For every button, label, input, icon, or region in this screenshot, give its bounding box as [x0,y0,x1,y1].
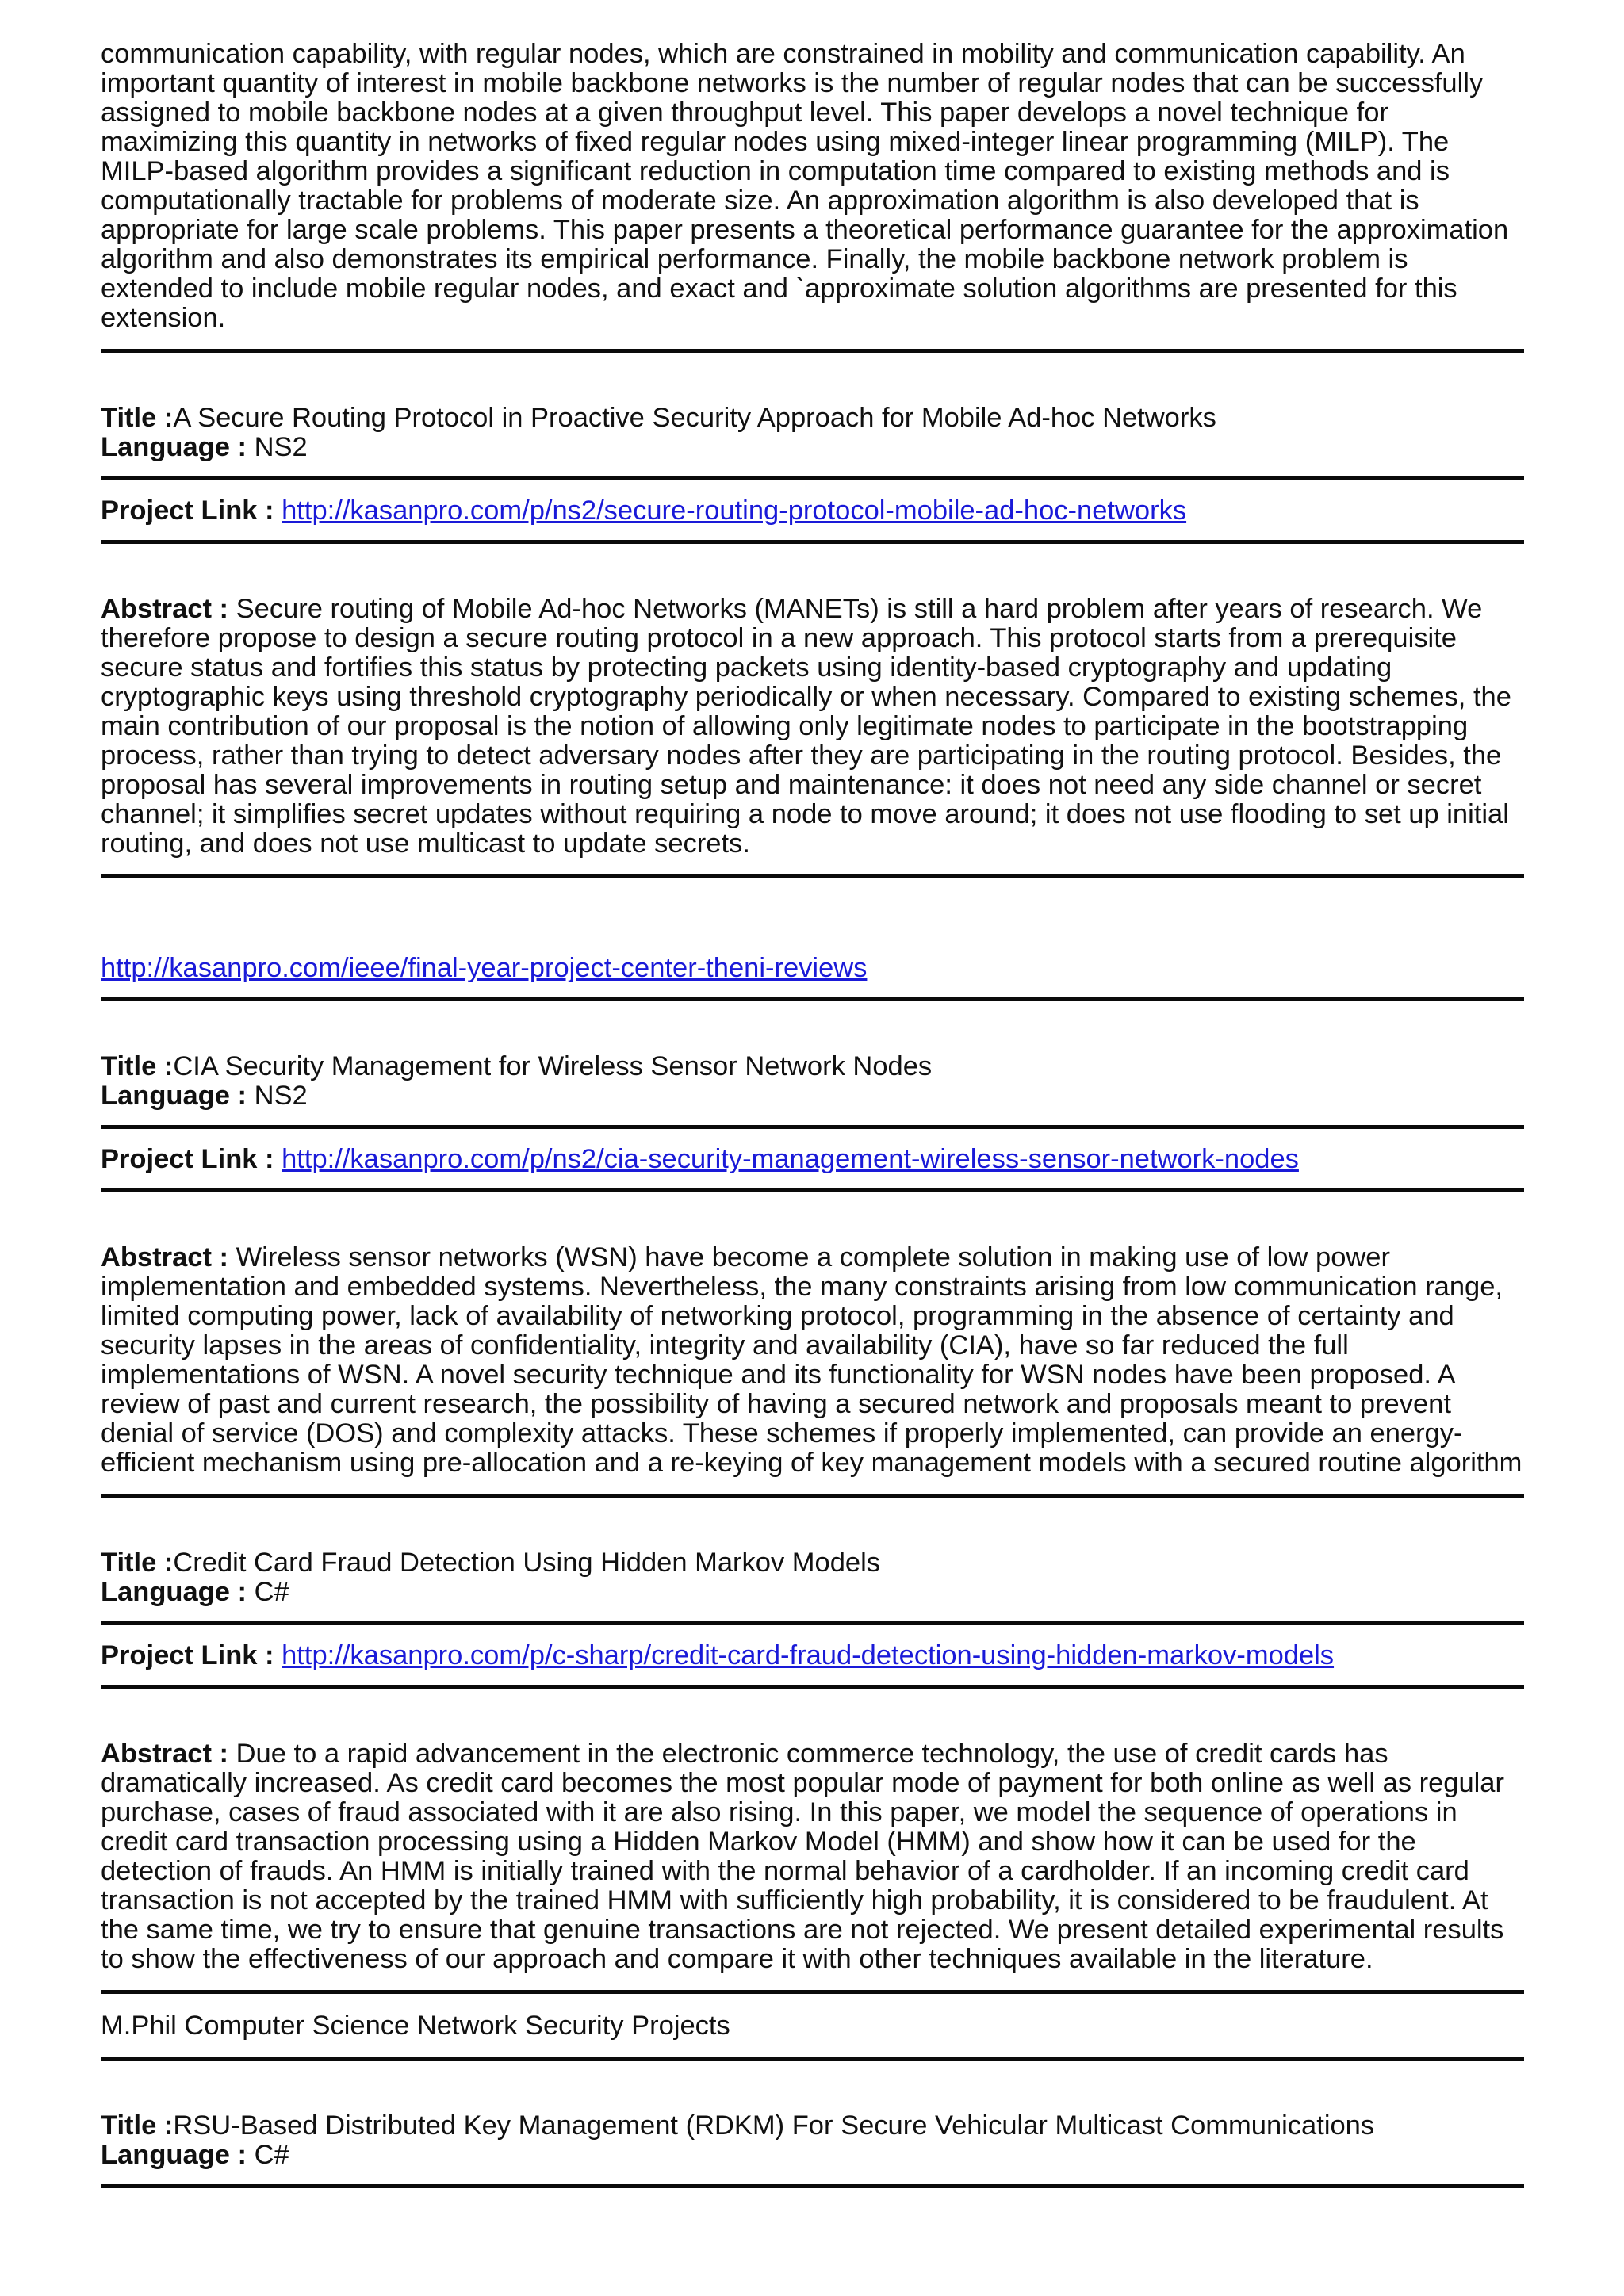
divider [101,2057,1524,2061]
reviews-link-line [101,954,1524,983]
project-language-line [101,433,1524,462]
project-language-line [101,1081,1524,1111]
project-title: A Secure Routing Protocol in Proactive Security Approach for Mobile Ad-hoc Networks [173,403,1216,433]
project-title: Credit Card Fraud Detection Using Hidden Markov Models [173,1548,881,1578]
project-link-label: Project Link : [101,496,282,526]
abstract-continued-text: communication capability, with regular nodes, which are constrained in mobility and communication capability. An important quantity of interest in mobile backbone networks is the number of regular nodes that can be successfully assigned to mobile backbone nodes at a given throughput level. This paper develops a novel technique for maximizing this quantity in networks of fixed regular nodes using mixed-integer linear programming (MILP). The MILP-based algorithm provides a significant reduction in computation time compared to existing methods and is computationally tractable for problems of moderate size. An approximation algorithm is also developed that is appropriate for large scale problems. This paper presents a theoretical performance guarantee for the approximation algorithm and also demonstrates its empirical performance. Finally, the mobile backbone network problem is extended to include mobile regular nodes, and exact and `approximate solution algorithms are presented for this extension. [101,39,1509,333]
divider [101,540,1524,544]
project-language: NS2 [254,1081,308,1111]
divider [101,2184,1524,2188]
language-label: Language : [101,432,255,462]
project-abstract-text: Wireless sensor networks (WSN) have become a complete solution in making use of low power implementation and embedded systems. Nevertheless, the many constraints arising from low communication range, limited computing power, lack of availability of networking protocol, programming in the absence of certainty and security lapses in the areas of confidentiality, integrity and availability (CIA), have so far reduced the full implementations of WSN. A novel security technique and its functionality for WSN nodes have been proposed. A review of past and current research, the possibility of having a secured network and proposals meant to prevent denial of service (DOS) and complexity attacks. These schemes if properly implemented, can provide an energy-efficient mechanism using pre-allocation and a re-keying of key management models with a secured routine algorithm [101,1242,1522,1478]
project-language-line [101,2141,1524,2170]
project-abstract-text: Secure routing of Mobile Ad-hoc Networks (MANETs) is still a hard problem after years of research. We therefore propose to design a secure routing protocol in a new approach. This protocol starts from a prerequisite secure status and fortifies this status by protecting packets using identity-based cryptography and updating cryptographic keys using threshold cryptography periodically or when necessary. Compared to existing schemes, the main contribution of our proposal is the notion of allowing only legitimate nodes to participate in the bootstrapping process, rather than trying to detect adversary nodes after they are participating in the routing protocol. Besides, the proposal has several improvements in routing setup and maintenance: it does not need any side channel or secret channel; it simplifies secret updates without requiring a node to move around; it does not use flooding to set up initial routing, and does not use multicast to update secrets. [101,594,1511,859]
project-language: C# [254,1577,289,1607]
divider [101,1621,1524,1625]
title-label: Title : [101,403,174,433]
abstract-label: Abstract : [101,594,236,624]
language-label: Language : [101,2140,255,2170]
project-link[interactable]: http://kasanpro.com/p/ns2/cia-security-management-wireless-sensor-network-nodes [282,1144,1299,1174]
title-label: Title : [101,2110,174,2141]
divider [101,1494,1524,1498]
divider [101,1685,1524,1689]
project-abstract [101,1739,1524,1974]
project-link-label: Project Link : [101,1640,282,1670]
divider [101,1125,1524,1129]
language-label: Language : [101,1081,255,1111]
divider [101,1990,1524,1994]
project-link-line [101,496,1524,526]
project-abstract-text: Due to a rapid advancement in the electronic commerce technology, the use of credit cards has dramatically increased. As credit card becomes the most popular mode of payment for both online as well as regular purchase, cases of fraud associated with it are also rising. In this paper, we model the sequence of operations in credit card transaction processing using a Hidden Markov Model (HMM) and show how it can be used for the detection of frauds. An HMM is initially trained with the normal behavior of a cardholder. If an incoming credit card transaction is not accepted by the trained HMM with sufficiently high probability, it is considered to be fraudulent. At the same time, we try to ensure that genuine transactions are not rejected. We present detailed experimental results to show the effectiveness of our approach and compare it with other techniques available in the literature. [101,1739,1504,1974]
project-abstract [101,1243,1524,1478]
divider [101,349,1524,353]
language-label: Language : [101,1577,255,1607]
project-link[interactable]: http://kasanpro.com/p/ns2/secure-routing-protocol-mobile-ad-hoc-networks [282,496,1187,526]
project-title-line [101,1548,1524,1578]
project-abstract [101,595,1524,859]
project-title-line [101,404,1524,433]
project-title: RSU-Based Distributed Key Management (RDKM) For Secure Vehicular Multicast Communications [173,2110,1375,2141]
project-language: NS2 [254,432,308,462]
title-label: Title : [101,1051,174,1081]
project-title-line [101,2111,1524,2141]
section-heading: M.Phil Computer Science Network Security Projects [101,2011,730,2041]
project-link-label: Project Link : [101,1144,282,1174]
project-language-line [101,1578,1524,1607]
abstract-label: Abstract : [101,1739,236,1769]
document-page [101,40,1524,2188]
divider [101,997,1524,1001]
divider [101,1188,1524,1192]
title-label: Title : [101,1548,174,1578]
divider [101,476,1524,480]
project-link[interactable]: http://kasanpro.com/p/c-sharp/credit-card-fraud-detection-using-hidden-markov-models [282,1640,1335,1670]
abstract-label: Abstract : [101,1242,236,1272]
project-language: C# [254,2140,289,2170]
divider [101,874,1524,878]
project-title-line [101,1052,1524,1081]
project-link-line [101,1641,1524,1670]
project-title: CIA Security Management for Wireless Sensor Network Nodes [173,1051,933,1081]
reviews-link[interactable]: http://kasanpro.com/ieee/final-year-project-center-theni-reviews [101,953,868,983]
project-link-line [101,1145,1524,1174]
